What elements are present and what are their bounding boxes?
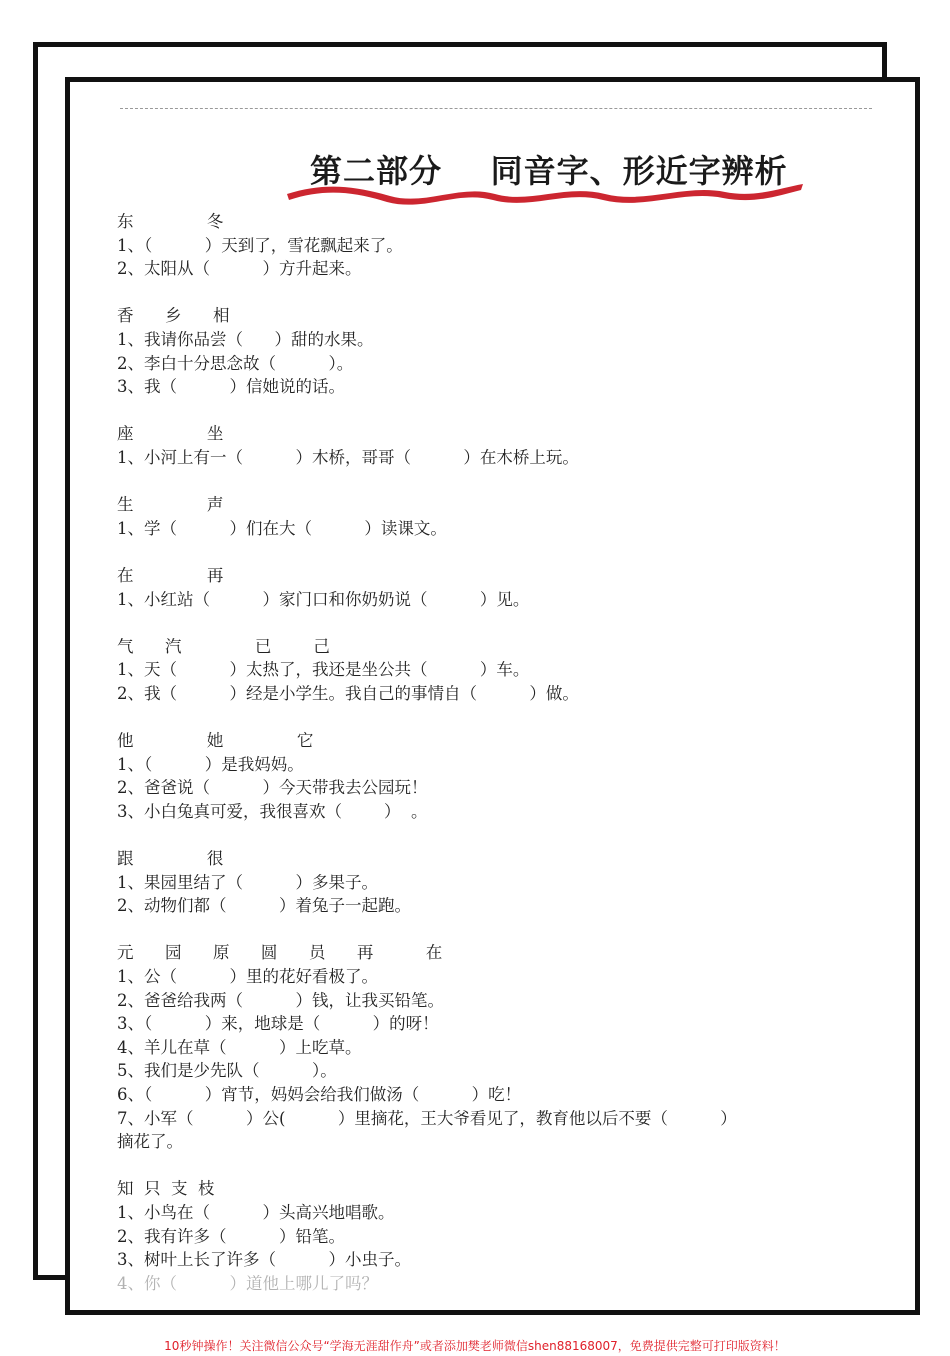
page-title: 第二部分 同音字、形近字辨析 [310,152,788,190]
exercise-line: 5、我们是少先队（ ）。 [117,1061,337,1081]
character-choices: 他 她 它 [117,731,314,751]
exercise-line: 1、我请你品尝（ ）甜的水果。 [117,329,374,349]
character-choices: 生 声 [117,495,224,515]
exercise-line: 2、李白十分思念故（ ）。 [117,353,354,373]
exercise-group [117,304,837,398]
exercise-line: 6、（ ）宵节，妈妈会给我们做汤（ ）吃！ [117,1084,522,1104]
footer-notice: 10秒钟操作！关注微信公众号“学海无涯甜作舟”或者添加樊老师微信shen88168007，免费提供完整可打印版资料！ [164,1339,786,1353]
exercise-group [117,847,837,918]
exercise-line: 摘花了。 [117,1132,183,1152]
exercise-line: 2、我有许多（ ）铅笔。 [117,1226,345,1246]
exercise-line: 1、（ ）是我妈妈。 [117,754,304,774]
character-choices: 跟 很 [117,849,224,869]
exercise-line: 2、太阳从（ ）方升起来。 [117,259,362,279]
exercise-group [117,422,837,469]
exercise-line: 2、爸爸给我两（ ）钱，让我买铅笔。 [117,990,444,1010]
exercise-line: 2、我（ ）经是小学生。我自己的事情自（ ）做。 [117,683,579,703]
exercise-group [117,635,837,706]
exercise-line: 1、天（ ）太热了，我还是坐公共（ ）车。 [117,660,530,680]
exercise-line: 1、小红站（ ）家门口和你奶奶说（ ）见。 [117,589,530,609]
exercise-group [117,493,837,540]
exercise-line: 1、果园里结了（ ）多果子。 [117,872,378,892]
exercise-line: 2、动物们都（ ）着兔子一起跑。 [117,896,411,916]
exercise-group [117,729,837,823]
exercise-line: 1、小河上有一（ ）木桥，哥哥（ ）在木桥上玩。 [117,447,579,467]
character-choices: 知 只 支 枝 [117,1179,215,1199]
exercise-group [117,941,837,1153]
exercise-line: 2、爸爸说（ ）今天带我去公园玩！ [117,778,428,798]
exercise-group [117,210,837,281]
exercise-group [117,564,837,611]
exercise-content [117,210,837,1319]
exercise-line: 3、树叶上长了许多（ ）小虫子。 [117,1250,411,1270]
header-divider [120,108,872,109]
exercise-line: 1、小鸟在（ ）头高兴地唱歌。 [117,1202,395,1222]
character-choices: 元 园 原 圆 员 再 在 [117,943,443,963]
exercise-line: 3、我（ ）信她说的话。 [117,377,345,397]
character-choices: 座 坐 [117,424,224,444]
exercise-line: 7、小军（ ）公( ）里摘花，王大爷看见了，教育他以后不要（ ） [117,1108,737,1128]
exercise-line: 4、羊儿在草（ ）上吃草。 [117,1037,362,1057]
exercise-line: 3、（ ）来，地球是（ ）的呀！ [117,1014,439,1034]
exercise-line: 1、学（ ）们在大（ ）读课文。 [117,518,447,538]
exercise-line: 1、（ ）天到了，雪花飘起来了。 [117,235,403,255]
exercise-line: 3、小白兔真可爱，我很喜欢（ ） 。 [117,801,428,821]
exercise-line-faded: 4、你（ ）道他上哪儿了吗？ [117,1273,378,1293]
character-choices: 香 乡 相 [117,306,230,326]
exercise-group [117,1177,837,1295]
character-choices: 在 再 [117,565,224,585]
exercise-line: 1、公（ ）里的花好看极了。 [117,967,378,986]
character-choices: 东 冬 [117,212,224,231]
character-choices: 气 汽 已 己 [117,636,330,656]
